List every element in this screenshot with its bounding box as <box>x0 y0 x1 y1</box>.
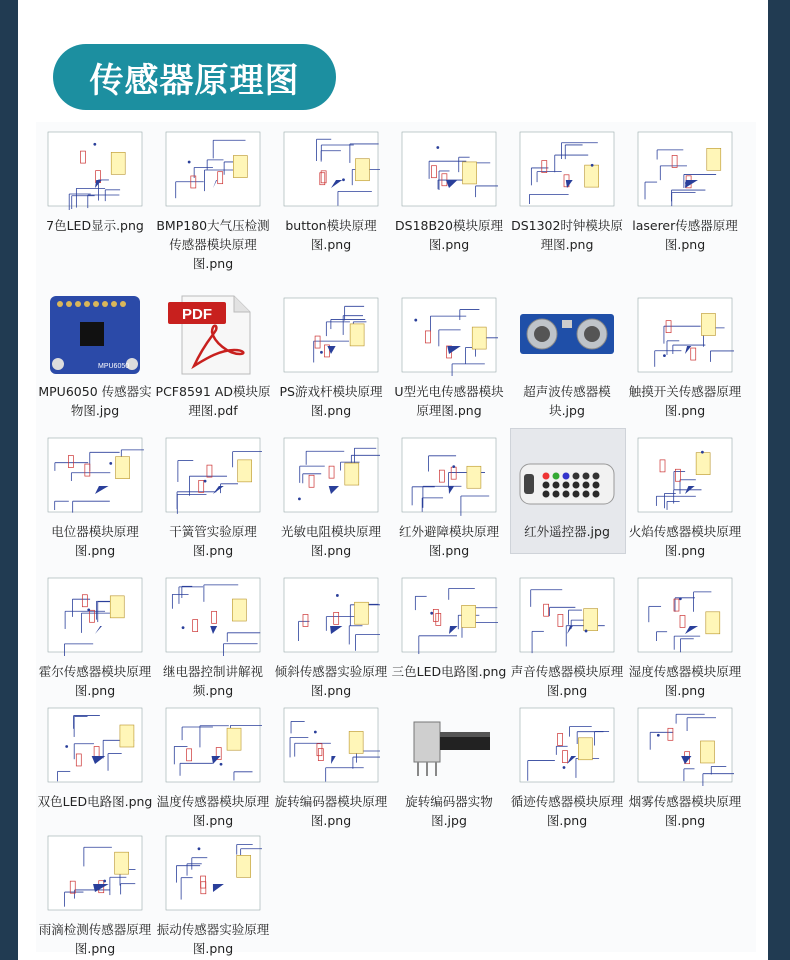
file-thumbnail-icon <box>164 294 262 376</box>
file-name: 火焰传感器模块原理图.png <box>628 524 742 558</box>
file-thumbnail-icon <box>164 434 262 516</box>
file-thumbnail-icon <box>282 704 380 786</box>
file-name: MPU6050 传感器实物图.jpg <box>38 384 152 418</box>
file-name: 光敏电阻模块原理图.png <box>280 524 381 558</box>
file-thumbnail-icon <box>400 294 498 376</box>
file-thumbnail-icon <box>282 294 380 376</box>
file-name: 三色LED电路图.png <box>391 664 507 679</box>
file-name: 振动传感器实验原理图.png <box>156 922 270 956</box>
file-thumbnail-icon <box>46 434 144 516</box>
file-name: 触摸开关传感器原理图.png <box>628 384 742 418</box>
file-thumbnail-icon <box>400 574 498 656</box>
file-thumbnail-icon <box>518 574 616 656</box>
file-thumbnail-icon <box>164 128 262 210</box>
file-name: 雨滴检测传感器原理图.png <box>38 922 152 956</box>
file-name: 倾斜传感器实验原理图.png <box>274 664 388 698</box>
svg-text:MPU6050: MPU6050 <box>98 363 130 370</box>
file-name: button模块原理图.png <box>285 218 377 252</box>
file-thumbnail-icon <box>164 832 262 914</box>
file-thumbnail-icon <box>636 574 734 656</box>
file-name: PCF8591 AD模块原理图.pdf <box>155 384 271 418</box>
file-name: 湿度传感器模块原理图.png <box>628 664 742 698</box>
file-thumbnail-icon <box>400 128 498 210</box>
file-name: 循迹传感器模块原理图.png <box>510 794 624 828</box>
banner-title: 传感器原理图 <box>53 44 336 110</box>
file-name: 烟雾传感器模块原理图.png <box>628 794 742 828</box>
file-thumbnail-icon <box>636 434 734 516</box>
file-name: 温度传感器模块原理图.png <box>156 794 270 828</box>
file-name: PS游戏杆模块原理图.png <box>279 384 383 418</box>
file-thumbnail-icon <box>518 704 616 786</box>
file-thumbnail-icon <box>46 294 144 376</box>
file-thumbnail-icon <box>282 128 380 210</box>
file-name: laserer传感器原理图.png <box>632 218 738 252</box>
file-thumbnail-icon <box>46 832 144 914</box>
file-grid <box>36 122 756 956</box>
file-name: 红外遥控器.jpg <box>524 524 610 539</box>
file-name: 超声波传感器模块.jpg <box>523 384 611 418</box>
file-name: 干簧管实验原理图.png <box>169 524 257 558</box>
file-thumbnail-icon <box>282 434 380 516</box>
file-name: 旋转编码器模块原理图.png <box>274 794 388 828</box>
file-name: 霍尔传感器模块原理图.png <box>38 664 152 698</box>
file-name: 旋转编码器实物图.jpg <box>405 794 493 828</box>
svg-text:PDF: PDF <box>182 306 212 323</box>
file-thumbnail-icon <box>518 128 616 210</box>
file-name: BMP180大气压检测传感器模块原理图.png <box>156 218 270 271</box>
file-thumbnail-icon <box>636 704 734 786</box>
file-thumbnail-icon <box>400 704 498 786</box>
file-name: 声音传感器模块原理图.png <box>510 664 624 698</box>
file-thumbnail-icon <box>518 434 616 516</box>
file-thumbnail-icon <box>46 574 144 656</box>
file-thumbnail-icon <box>400 434 498 516</box>
file-name: 红外避障模块原理图.png <box>398 524 499 558</box>
file-name: DS18B20模块原理图.png <box>395 218 503 252</box>
file-name: DS1302时钟模块原理图.png <box>511 218 623 252</box>
file-thumbnail-icon <box>164 574 262 656</box>
file-name: 继电器控制讲解视频.png <box>162 664 263 698</box>
file-name: 7色LED显示.png <box>46 218 144 233</box>
file-thumbnail-icon <box>46 704 144 786</box>
file-thumbnail-icon <box>46 128 144 210</box>
file-thumbnail-icon <box>164 704 262 786</box>
file-thumbnail-icon <box>518 294 616 376</box>
file-name: 电位器模块原理图.png <box>51 524 139 558</box>
file-thumbnail-icon <box>636 294 734 376</box>
file-name: 双色LED电路图.png <box>37 794 153 809</box>
file-name: U型光电传感器模块原理图.png <box>394 384 504 418</box>
file-thumbnail-icon <box>282 574 380 656</box>
file-thumbnail-icon <box>636 128 734 210</box>
